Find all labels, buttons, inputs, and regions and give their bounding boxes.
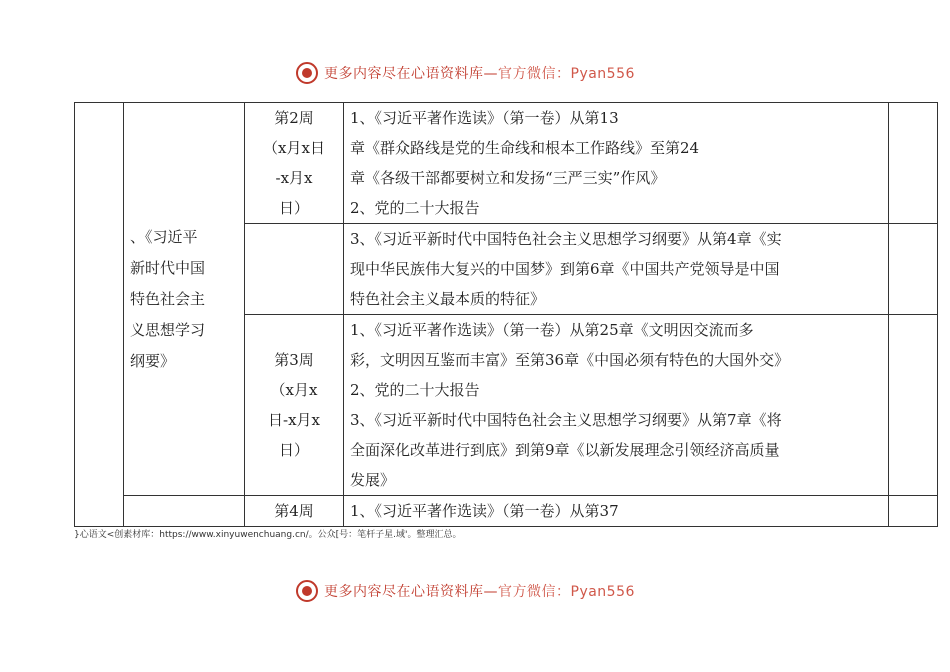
notes-cell	[889, 224, 938, 315]
index-cell	[75, 103, 124, 527]
content-cell: 3、《习近平新时代中国特色社会主义思想学习纲要》从第4章《实 现中华民族伟大复兴的中国梦》到第6章《中国共产党领导是中国 特色社会主义最本质的特征》	[344, 224, 889, 315]
notes-cell	[889, 103, 938, 224]
notes-cell	[889, 496, 938, 527]
logo-icon	[296, 580, 318, 602]
study-plan-table	[74, 102, 938, 527]
header-banner	[296, 60, 635, 86]
week-cell	[245, 224, 344, 315]
logo-icon	[296, 62, 318, 84]
topic-cell	[124, 496, 245, 527]
notes-cell	[889, 315, 938, 496]
content-cell: 1、《习近平著作选读》（第一卷）从第25章《文明因交流而多 彩，文明因互鉴而丰富》至第36章《中国必须有特色的大国外交》 2、党的二十大报告 3、《习近平新时代中国特色社会主义思想学习纲要》从第7章《将 全面深化改革进行到底》到第9章《以新发展理念引领经济高质量 发展》	[344, 315, 889, 496]
footnote: }心语文<创素材库：https://www.xinyuwenchuang.cn/。公众[号：笔杆子星.域'。整理汇总。	[74, 530, 462, 540]
table-row	[75, 496, 938, 527]
footer-banner	[296, 578, 635, 604]
content-cell: 1、《习近平著作选读》（第一卷）从第37	[344, 496, 889, 527]
week-cell: 第3周 （x月x 日-x月x 日）	[245, 315, 344, 496]
table-row	[75, 103, 938, 224]
week-cell: 第4周	[245, 496, 344, 527]
banner-text: 更多内容尽在心语资料库—官方微信：Pyan556	[324, 584, 635, 600]
banner-text: 更多内容尽在心语资料库—官方微信：Pyan556	[324, 66, 635, 82]
topic-cell: 、《习近平 新时代中国 特色社会主 义思想学习 纲要》	[124, 103, 245, 496]
content-cell: 1、《习近平著作选读》（第一卷）从第13 章《群众路线是党的生命线和根本工作路线》至第24 章《各级干部都要树立和发扬“三严三实”作风》 2、党的二十大报告	[344, 103, 889, 224]
week-cell: 第2周 （x月x日 -x月x 日）	[245, 103, 344, 224]
